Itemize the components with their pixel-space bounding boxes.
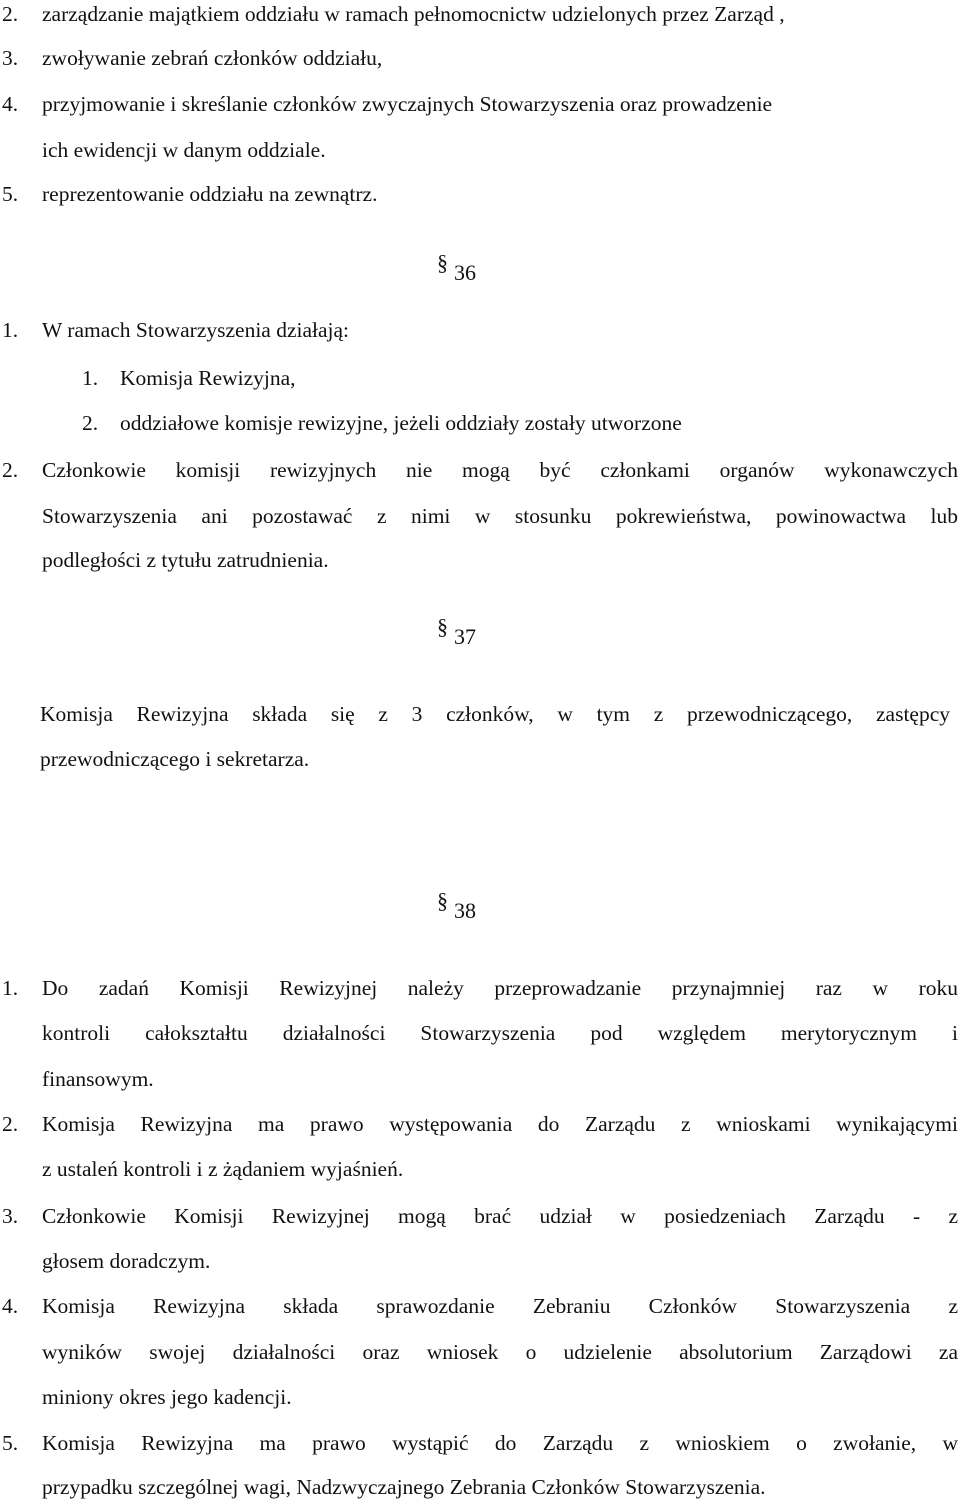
section-heading-38	[437, 888, 476, 923]
list-item-text: przyjmowanie i skreślanie członków zwyczajnych Stowarzyszenia oraz prowadzenie	[42, 92, 773, 116]
list-item-text: zwoływanie zebrań członków oddziału,	[42, 46, 383, 70]
list-number: 1.	[2, 976, 19, 1000]
section-number: 36	[454, 260, 476, 285]
list-item-text: ich ewidencji w danym oddziale.	[42, 138, 326, 162]
paragraph-line: Komisja Rewizyjna składa się z 3 członków, w tym z przewodniczącego, zastępcy	[40, 704, 950, 726]
list-item-text: zarządzanie majątkiem oddziału w ramach pełnomocnictw udzielonych przez Zarząd ,	[42, 2, 785, 26]
list-number: 4.	[2, 92, 19, 116]
paragraph-line: Komisja Rewizyjna ma prawo występowania do Zarządu z wnioskami wynikającymi	[42, 1114, 958, 1136]
paragraph-line: Członkowie Komisji Rewizyjnej mogą brać udział w posiedzeniach Zarządu - z	[42, 1206, 958, 1228]
section-symbol: §	[437, 888, 448, 913]
paragraph-line: wyników swojej działalności oraz wniosek o udzielenie absolutorium Zarządowi za	[42, 1342, 958, 1364]
list-number: 2.	[2, 458, 19, 482]
list-item-text: W ramach Stowarzyszenia działają:	[42, 318, 350, 342]
list-number: 2.	[2, 1112, 19, 1136]
paragraph-line: Członkowie komisji rewizyjnych nie mogą być członkami organów wykonawczych	[42, 460, 958, 482]
section-number: 37	[454, 624, 476, 649]
section-symbol: §	[437, 250, 448, 275]
list-item-text: reprezentowanie oddziału na zewnątrz.	[42, 182, 378, 206]
list-number: 5.	[2, 182, 19, 206]
paragraph-line: z ustaleń kontroli i z żądaniem wyjaśnień.	[42, 1157, 404, 1181]
sublist-number: 1.	[82, 366, 99, 390]
list-number: 1.	[2, 318, 19, 342]
paragraph-line: głosem doradczym.	[42, 1249, 211, 1273]
paragraph-line: Komisja Rewizyjna ma prawo wystąpić do Zarządu z wnioskiem o zwołanie, w	[42, 1433, 958, 1455]
paragraph-line: podległości z tytułu zatrudnienia.	[42, 548, 329, 572]
list-number: 2.	[2, 2, 19, 26]
list-number: 3.	[2, 1204, 19, 1228]
sublist-number: 2.	[82, 411, 99, 435]
paragraph-line: przypadku szczególnej wagi, Nadzwyczajnego Zebrania Członków Stowarzyszenia.	[42, 1475, 766, 1499]
paragraph-line: Komisja Rewizyjna składa sprawozdanie Zebraniu Członków Stowarzyszenia z	[42, 1296, 958, 1318]
paragraph-line: Stowarzyszenia ani pozostawać z nimi w stosunku pokrewieństwa, powinowactwa lub	[42, 506, 958, 528]
sublist-item-text: Komisja Rewizyjna,	[120, 366, 296, 390]
section-symbol: §	[437, 614, 448, 639]
paragraph-line: przewodniczącego i sekretarza.	[40, 747, 310, 771]
sublist-item-text: oddziałowe komisje rewizyjne, jeżeli oddziały zostały utworzone	[120, 411, 682, 435]
paragraph-line: kontroli całokształtu działalności Stowarzyszenia pod względem merytorycznym i	[42, 1023, 958, 1045]
paragraph-line: finansowym.	[42, 1067, 154, 1091]
paragraph-line: Do zadań Komisji Rewizyjnej należy przeprowadzanie przynajmniej raz w roku	[42, 978, 958, 1000]
section-heading-36	[437, 250, 476, 285]
paragraph-line: miniony okres jego kadencji.	[42, 1385, 292, 1409]
list-number: 5.	[2, 1431, 19, 1455]
section-heading-37	[437, 614, 476, 649]
list-number: 3.	[2, 46, 19, 70]
list-number: 4.	[2, 1294, 19, 1318]
section-number: 38	[454, 898, 476, 923]
